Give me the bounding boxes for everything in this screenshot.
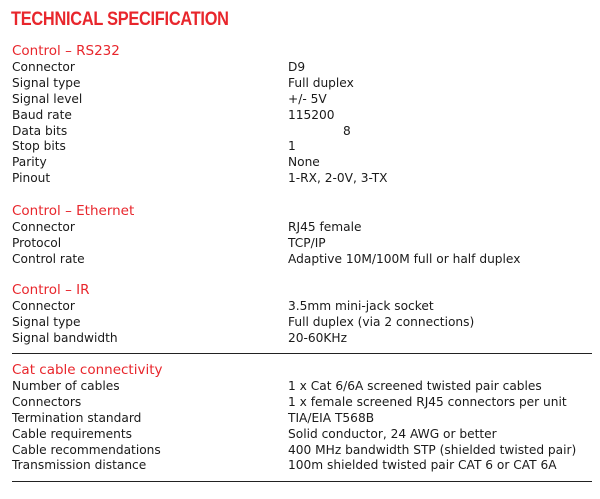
spec-row [12, 427, 592, 443]
spec-row [12, 76, 592, 92]
spec-row [12, 236, 592, 252]
spec-value: 100m shielded twisted pair CAT 6 or CAT 6A [288, 458, 557, 473]
spec-value: 1-RX, 2-0V, 3-TX [288, 171, 388, 186]
spec-label: Connectors [12, 394, 82, 409]
spec-value: 1 x Cat 6/6A screened twisted pair cables [288, 379, 542, 393]
spec-row [12, 171, 592, 187]
section-ir [12, 282, 592, 347]
spec-value: RJ45 female [288, 220, 362, 234]
spec-row [12, 60, 592, 76]
spec-label: Cable recommendations [12, 442, 161, 457]
spec-label: Connector [12, 60, 75, 74]
section-heading: Control – RS232 [12, 43, 120, 59]
spec-row [12, 458, 592, 474]
spec-label: Signal type [12, 75, 81, 90]
spec-label: Number of cables [12, 379, 120, 393]
section-heading: Cat cable connectivity [12, 362, 163, 378]
spec-row [12, 139, 592, 155]
spec-row [12, 220, 592, 236]
section-cat-cable [12, 362, 592, 474]
spec-row [12, 411, 592, 427]
spec-value: None [288, 155, 320, 170]
section-divider [12, 353, 592, 354]
spec-row [12, 124, 592, 140]
spec-value: 1 [288, 139, 296, 154]
spec-label: Stop bits [12, 139, 66, 154]
spec-label: Connector [12, 299, 75, 313]
spec-value: Solid conductor, 24 AWG or better [288, 426, 497, 441]
section-rs232 [12, 43, 592, 187]
spec-label: Cable requirements [12, 426, 133, 441]
spec-value: Full duplex (via 2 connections) [288, 314, 475, 329]
spec-value: Adaptive 10M/100M full or half duplex [288, 251, 521, 266]
spec-label: Pinout [12, 171, 51, 186]
spec-row [12, 155, 592, 171]
spec-row [12, 92, 592, 108]
spec-label: Transmission distance [12, 458, 147, 473]
spec-label: Data bits [12, 123, 68, 138]
spec-label: Signal bandwidth [12, 330, 118, 345]
page-title: TECHNICAL SPECIFICATION [11, 9, 229, 30]
spec-label: Signal level [12, 91, 83, 106]
section-heading: Control – IR [12, 282, 90, 298]
spec-value: +/- 5V [288, 91, 327, 106]
spec-row [12, 315, 592, 331]
spec-value: 1 x female screened RJ45 connectors per unit [288, 394, 567, 409]
spec-label: Parity [12, 155, 47, 170]
spec-row [12, 395, 592, 411]
spec-row [12, 443, 592, 459]
spec-row [12, 108, 592, 124]
spec-value: Full duplex [288, 75, 354, 90]
spec-value: 400 MHz bandwidth STP (shielded twisted pair) [288, 442, 577, 457]
spec-value: 115200 [288, 107, 335, 122]
spec-label: Signal type [12, 314, 81, 329]
spec-row [12, 252, 592, 268]
section-divider [12, 481, 592, 482]
section-ethernet [12, 203, 592, 268]
spec-value: TCP/IP [288, 235, 326, 250]
spec-row [12, 299, 592, 315]
spec-value: 20-60KHz [288, 330, 347, 345]
spec-value: TIA/EIA T568B [288, 410, 375, 425]
spec-row [12, 379, 592, 395]
spec-value: 8 [343, 123, 351, 138]
spec-label: Connector [12, 220, 75, 234]
spec-label: Control rate [12, 251, 85, 266]
spec-value: D9 [288, 60, 306, 74]
spec-row [12, 331, 592, 347]
spec-label: Termination standard [12, 410, 142, 425]
section-heading: Control – Ethernet [12, 203, 135, 219]
spec-label: Protocol [12, 235, 62, 250]
spec-value: 3.5mm mini-jack socket [288, 299, 434, 313]
spec-label: Baud rate [12, 107, 72, 122]
